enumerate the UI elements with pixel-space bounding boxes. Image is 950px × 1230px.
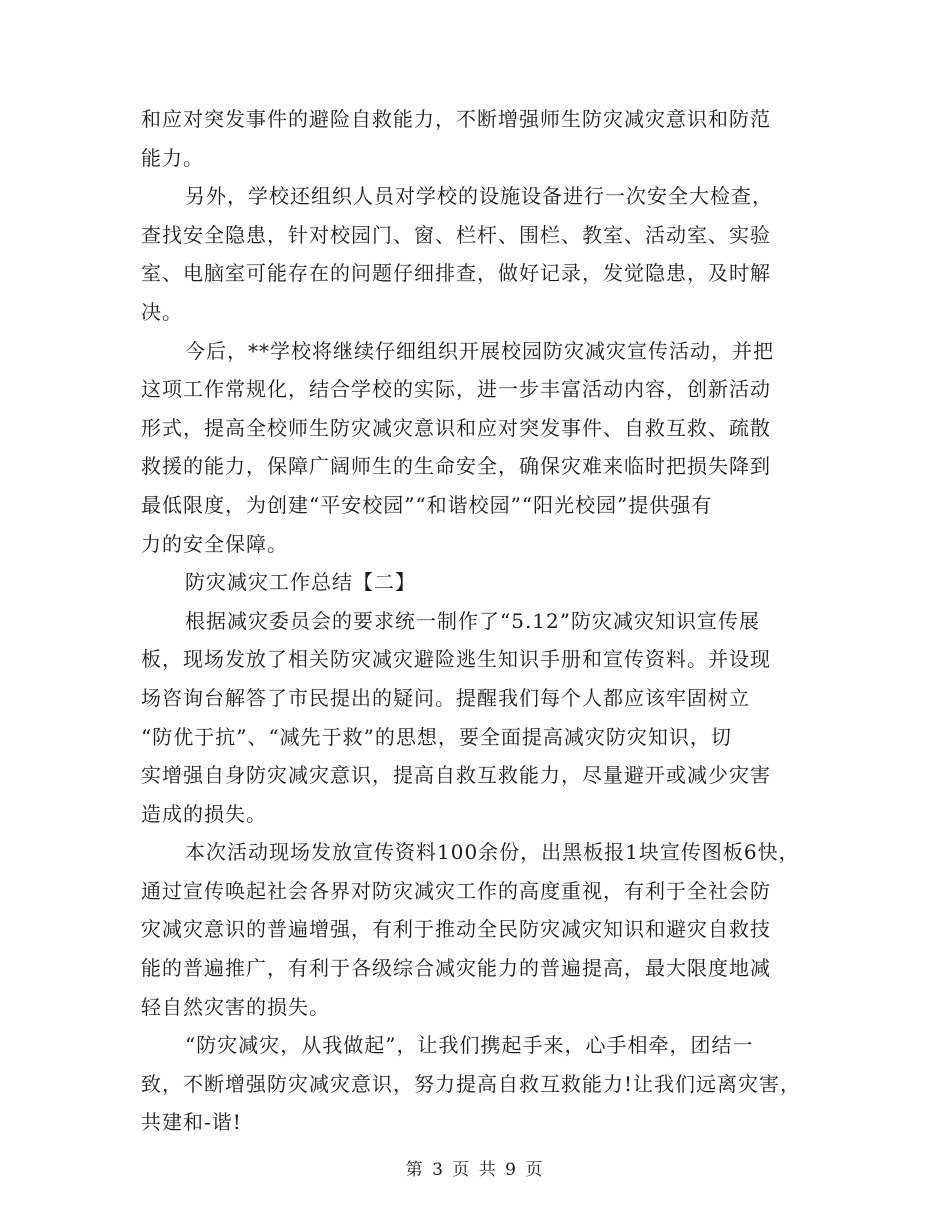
text-line: 和应对突发事件的避险自救能力，不断增强师生防灾减灾意识和防范: [141, 107, 771, 131]
text-line: 室、电脑室可能存在的问题仔细排查，做好记录，发觉隐患，及时解: [141, 261, 771, 286]
text-line: 能的普遍推广，有利于各级综合减灾能力的普遍提高，最大限度地减: [141, 956, 771, 981]
paragraph: [141, 177, 821, 331]
paragraph: [141, 100, 821, 177]
text-line: 另外，学校还组织人员对学校的设施设备进行一次安全大检查，: [185, 184, 773, 209]
text-line: 最低限度，为创建“平安校园”“和谐校园”“阳光校园”提供强有: [141, 492, 713, 517]
text-line: 救援的能力，保障广阔师生的生命安全，确保灾难来临时把损失降到: [141, 454, 771, 479]
text-line: 能力。: [141, 145, 204, 170]
text-line: 场咨询台解答了市民提出的疑问。提醒我们每个人都应该牢固树立: [141, 685, 750, 710]
text-line: “防灾减灾，从我做起”，让我们携起手来，心手相牵，团结一: [185, 1033, 754, 1058]
text-line: 致，不断增强防灾减灾意识，努力提高自救互救能力!让我们远离灾害，: [141, 1071, 802, 1096]
text-line: 防灾减灾工作总结【二】: [185, 570, 416, 595]
paragraph: [141, 602, 821, 834]
text-line: 造成的损失。: [141, 801, 267, 826]
paragraph: [141, 833, 821, 1026]
document-body: [141, 100, 821, 1142]
text-line: 板，现场发放了相关防灾减灾避险逃生知识手册和宣传资料。并设现: [141, 647, 771, 672]
text-line: 轻自然灾害的损失。: [141, 994, 330, 1019]
text-line: 通过宣传唤起社会各界对防灾减灾工作的高度重视，有利于全社会防: [141, 878, 771, 903]
text-line: 这项工作常规化，结合学校的实际，进一步丰富活动内容，创新活动: [141, 377, 771, 402]
text-line: 力的安全保障。: [141, 531, 288, 556]
text-line: “防优于抗”、“减先于救”的思想，要全面提高减灾防灾知识，切: [141, 724, 732, 749]
paragraph: [141, 563, 821, 602]
page-number-footer: 第 3 页 共 9 页: [405, 1160, 545, 1180]
text-line: 形式，提高全校师生防灾减灾意识和应对突发事件、自救互救、疏散: [141, 415, 771, 440]
paragraph: [141, 1026, 821, 1142]
text-line: 本次活动现场发放宣传资料100余份，出黑板报1块宣传图板6快，: [185, 840, 800, 865]
text-line: 实增强自身防灾减灾意识，提高自救互救能力，尽量避开或减少灾害: [141, 763, 771, 788]
text-line: 查找安全隐患，针对校园门、窗、栏杆、围栏、教室、活动室、实验: [141, 222, 771, 247]
paragraph: [141, 332, 821, 564]
text-line: 今后，**学校将继续仔细组织开展校园防灾减灾宣传活动，并把: [185, 338, 774, 363]
text-line: 共建和-谐!: [141, 1110, 242, 1135]
text-line: 决。: [141, 299, 183, 324]
text-line: 灾减灾意识的普遍增强，有利于推动全民防灾减灾知识和避灾自救技: [141, 917, 771, 942]
text-line: 根据减灾委员会的要求统一制作了“5.12”防灾减灾知识宣传展: [185, 608, 760, 633]
